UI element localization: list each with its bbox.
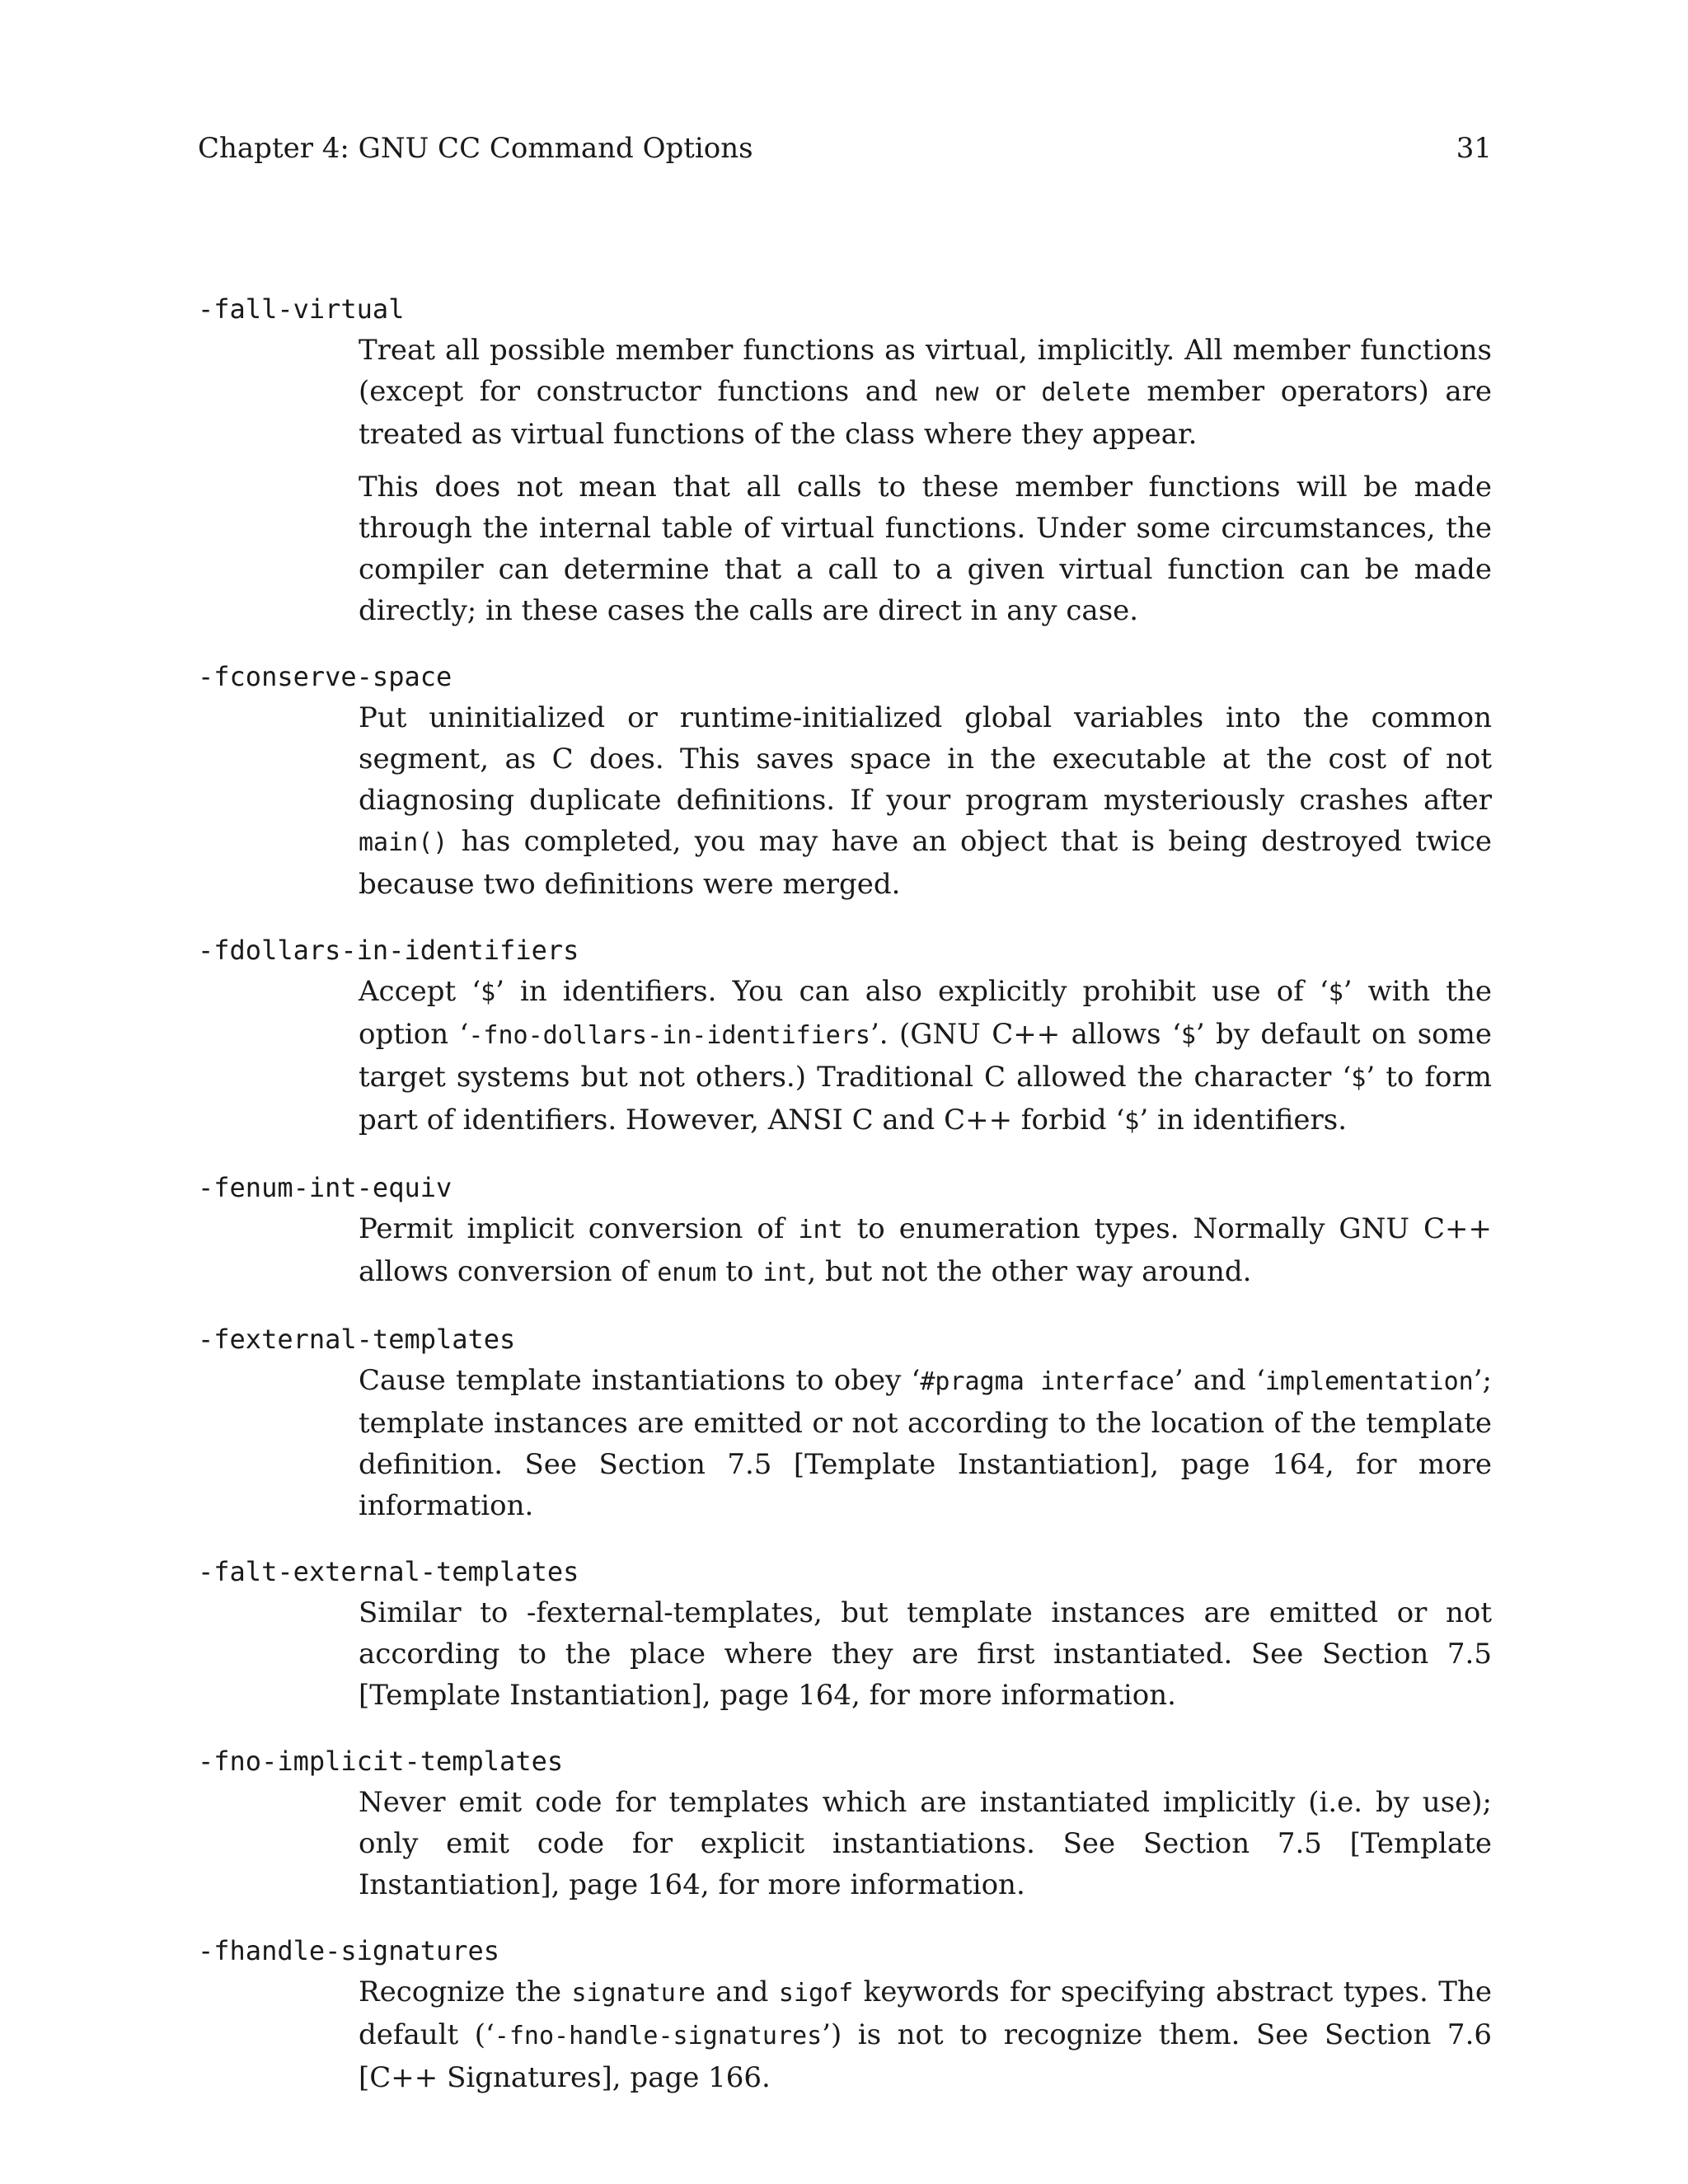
inline-code: $ — [1180, 1021, 1196, 1050]
inline-code: $ — [1328, 978, 1343, 1007]
description-paragraph — [359, 1592, 1492, 1716]
text-run: ’ and ‘ — [1174, 1364, 1265, 1397]
page-number: 31 — [1456, 132, 1492, 165]
text-run: has completed, you may have an object that is being destroyed twice because two definitions were merged. — [359, 825, 1492, 901]
text-run: to enumeration types. Normally GNU C++ allows conversion of — [359, 1212, 1492, 1288]
inline-code: enum — [657, 1258, 717, 1287]
text-run: and — [706, 1975, 779, 2008]
option-description — [359, 1208, 1492, 1294]
inline-code: delete — [1041, 378, 1131, 407]
option-description — [359, 1360, 1492, 1526]
option-term: -fconserve-space — [198, 661, 452, 692]
inline-code: $ — [1124, 1107, 1140, 1136]
inline-code: implementation — [1264, 1367, 1474, 1396]
text-run: ’ with the option ‘ — [359, 975, 1492, 1051]
text-run: ’ in identifiers. You can also explicitly prohibit use of ‘ — [495, 975, 1329, 1008]
text-run: keywords for specifying abstract types. The default (‘ — [359, 1975, 1492, 2051]
text-run: , but not the other way around. — [807, 1255, 1252, 1288]
text-run: This does not mean that all calls to these member functions will be made through the internal table of virtual functions. Under some circumstances, the compiler can determine that a call to a given virtual function can be made directly; in these cases the calls are direct in any case. — [359, 471, 1492, 627]
option-term: -fdollars-in-identifiers — [198, 935, 579, 966]
text-run: Put uninitialized or runtime-initialized global variables into the common segment, as C does. This saves space in the executable at the cost of not diagnosing duplicate definitions. If your program mysteriously crashes after — [359, 701, 1492, 817]
description-paragraph — [359, 1971, 1492, 2098]
text-run: ’) is not to recognize them. See Section 7.6 [C++ Signatures], page 166. — [359, 2018, 1493, 2094]
option-entry — [198, 1319, 1492, 1526]
option-description — [359, 971, 1492, 1142]
option-term: -fenum-int-equiv — [198, 1172, 452, 1203]
options-list — [198, 288, 1492, 2098]
text-run: ’ by default on some target systems but not others.) Traditional C allowed the character ‘ — [359, 1018, 1492, 1094]
option-description — [359, 1782, 1492, 1905]
inline-code: signature — [571, 1979, 706, 2008]
text-run: Never emit code for templates which are instantiated implicitly (i.e. by use); only emit code for explicit instantiations. See Section 7.5 [Template Instantiation], page 164, for more information. — [359, 1786, 1492, 1901]
option-entry — [198, 1930, 1492, 2098]
option-entry — [198, 930, 1492, 1142]
text-run: member operators) are treated as virtual functions of the class where they appear. — [359, 375, 1492, 451]
description-paragraph — [359, 1782, 1492, 1905]
inline-code: -fno-dollars-in-identifiers — [468, 1021, 870, 1050]
option-term: -fno-implicit-templates — [198, 1746, 564, 1777]
text-run: ’; template instances are emitted or not according to the location of the template definition. See Section 7.5 [Template Instantiation], page 164, for more information. — [359, 1364, 1492, 1522]
page-body — [198, 288, 1492, 2123]
option-description — [359, 330, 1492, 631]
text-run: Treat all possible member functions as virtual, implicitly. All member functions (except for constructor functions and — [359, 334, 1492, 408]
option-description — [359, 1971, 1492, 2098]
description-paragraph — [359, 330, 1492, 455]
text-run: Cause template instantiations to obey ‘ — [359, 1364, 921, 1397]
inline-code: sigof — [778, 1979, 854, 2008]
option-entry — [198, 1551, 1492, 1716]
option-term: -falt-external-templates — [198, 1556, 579, 1587]
option-term: -fexternal-templates — [198, 1324, 516, 1355]
chapter-title: Chapter 4: GNU CC Command Options — [198, 132, 753, 165]
text-run: to — [716, 1255, 763, 1288]
option-entry — [198, 1167, 1492, 1294]
option-description — [359, 697, 1492, 905]
running-header — [198, 124, 1492, 173]
text-run: Accept ‘ — [359, 975, 481, 1008]
inline-code: main() — [359, 828, 448, 857]
description-paragraph — [359, 971, 1492, 1142]
option-term: -fall-virtual — [198, 293, 405, 325]
description-paragraph — [359, 466, 1492, 631]
option-description — [359, 1592, 1492, 1716]
description-paragraph — [359, 1208, 1492, 1294]
text-run: ’ to form part of identifiers. However, ANSI C and C++ forbid ‘ — [359, 1061, 1492, 1137]
option-entry — [198, 288, 1492, 631]
inline-code: new — [934, 378, 979, 407]
inline-code: -fno-handle-signatures — [494, 2022, 823, 2050]
option-entry — [198, 656, 1492, 905]
description-paragraph — [359, 1360, 1492, 1526]
text-run: Permit implicit conversion of — [359, 1212, 799, 1245]
option-term: -fhandle-signatures — [198, 1935, 500, 1966]
inline-code: $ — [1351, 1064, 1367, 1093]
text-run: Recognize the — [359, 1975, 572, 2008]
inline-code: int — [762, 1258, 808, 1287]
inline-code: #pragma interface — [920, 1367, 1175, 1396]
inline-code: int — [798, 1216, 843, 1244]
description-paragraph — [359, 697, 1492, 905]
inline-code: $ — [481, 978, 496, 1007]
text-run: ’. (GNU C++ allows ‘ — [870, 1018, 1181, 1051]
text-run: or — [978, 375, 1042, 408]
text-run: Similar to -fexternal-templates, but template instances are emitted or not according to the place where they are first instantiated. See Section 7.5 [Template Instantiation], page 164, for more information. — [359, 1596, 1492, 1712]
text-run: ’ in identifiers. — [1139, 1104, 1348, 1137]
option-entry — [198, 1741, 1492, 1905]
